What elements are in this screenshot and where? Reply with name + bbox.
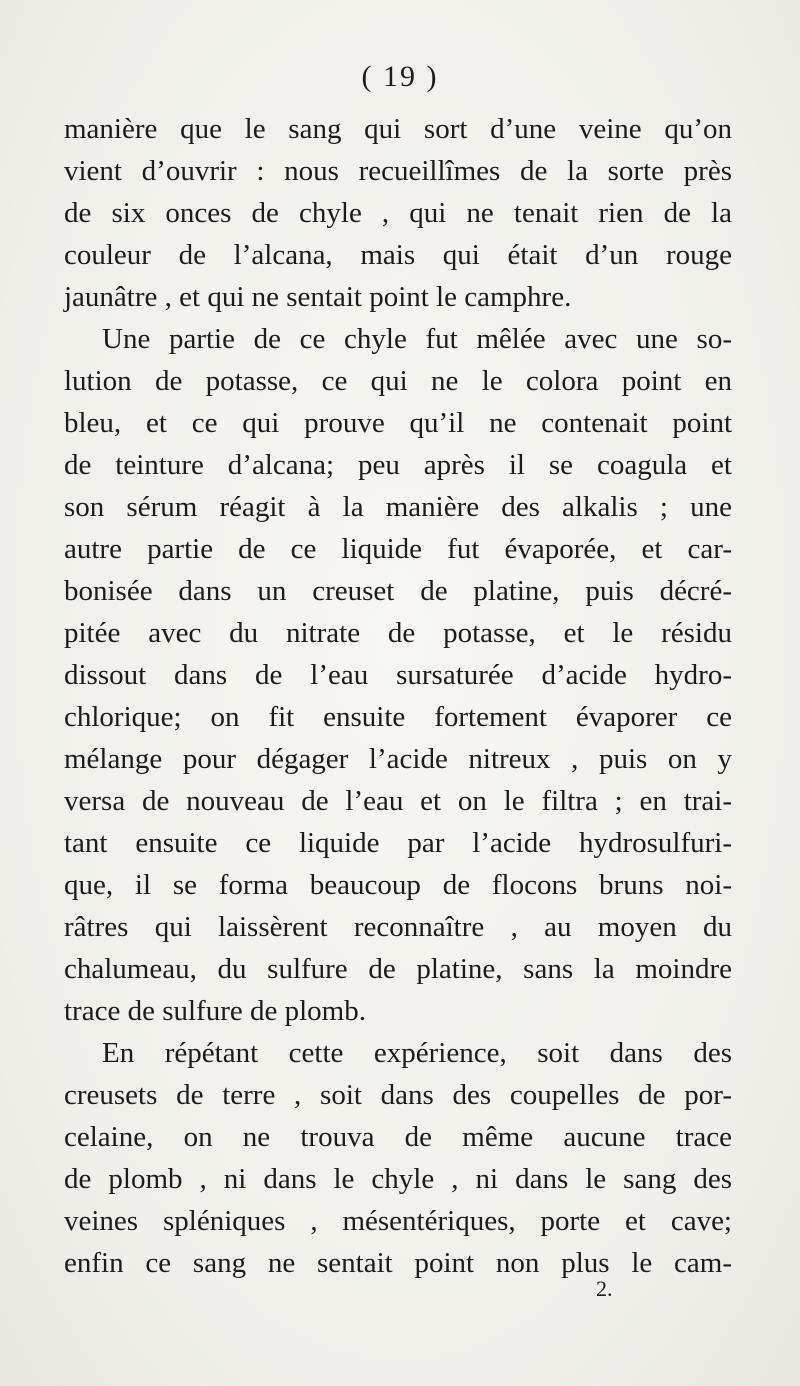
text-line: chalumeau, du sulfure de platine, sans la moindre (64, 953, 732, 985)
text-line: tant ensuite ce liquide par l’acide hydrosulfuri- (64, 827, 732, 859)
text-line: de plomb , ni dans le chyle , ni dans le sang des (64, 1163, 732, 1195)
text-line: bleu, et ce qui prouve qu’il ne contenait point (64, 407, 732, 439)
text-line: jaunâtre , et qui ne sentait point le camphre. (64, 281, 572, 313)
text-line: autre partie de ce liquide fut évaporée, et car- (64, 533, 732, 565)
text-line: versa de nouveau de l’eau et on le filtra ; en trai- (64, 785, 732, 817)
signature-mark: 2. (596, 1276, 613, 1301)
text-line: En répétant cette expérience, soit dans des (102, 1037, 732, 1069)
text-line: trace de sulfure de plomb. (64, 995, 366, 1027)
text-line: pitée avec du nitrate de potasse, et le résidu (64, 617, 732, 649)
text-line: son sérum réagit à la manière des alkalis ; une (64, 491, 732, 523)
text-line: veines spléniques , mésentériques, porte et cave; (64, 1205, 732, 1237)
text-line: vient d’ouvrir : nous recueillîmes de la sorte près (64, 155, 732, 187)
page-number: ( 19 ) (361, 60, 439, 93)
text-line: celaine, on ne trouva de même aucune trace (64, 1121, 732, 1153)
text-line: que, il se forma beaucoup de flocons bruns noi- (64, 869, 732, 901)
text-line: creusets de terre , soit dans des coupelles de por- (64, 1079, 732, 1111)
text-line: de six onces de chyle , qui ne tenait rien de la (64, 197, 732, 229)
text-line: râtres qui laissèrent reconnaître , au moyen du (64, 911, 732, 943)
text-line: enfin ce sang ne sentait point non plus le cam- (64, 1247, 732, 1279)
text-line: de teinture d’alcana; peu après il se coagula et (64, 449, 732, 481)
text-line: manière que le sang qui sort d’une veine qu’on (64, 113, 732, 145)
text-line: mélange pour dégager l’acide nitreux , puis on y (64, 743, 732, 775)
text-line: bonisée dans un creuset de platine, puis décré- (64, 575, 732, 607)
text-line: couleur de l’alcana, mais qui était d’un rouge (64, 239, 732, 271)
text-line: dissout dans de l’eau sursaturée d’acide hydro- (64, 659, 732, 691)
text-line: chlorique; on fit ensuite fortement évaporer ce (64, 701, 732, 733)
body-text (64, 108, 732, 1284)
text-line: lution de potasse, ce qui ne le colora point en (64, 365, 732, 397)
text-line: Une partie de ce chyle fut mêlée avec une so- (102, 323, 732, 355)
